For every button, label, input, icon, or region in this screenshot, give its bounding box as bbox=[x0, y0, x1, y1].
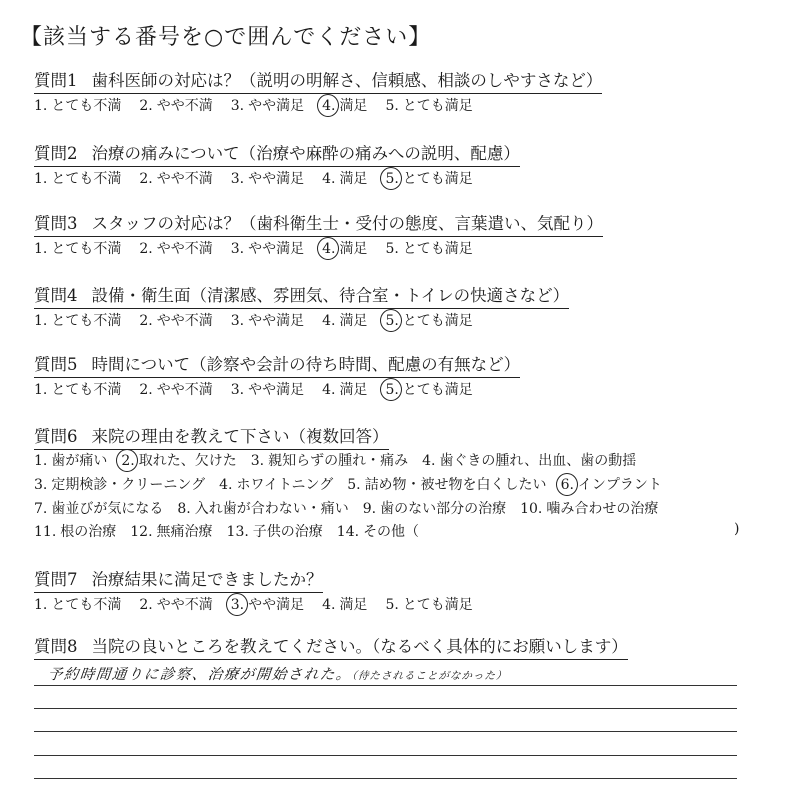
question-5-option-2[interactable] bbox=[139, 379, 212, 399]
option-number: 5. bbox=[385, 313, 399, 329]
question-1-option-1[interactable] bbox=[34, 95, 121, 115]
question-6-option[interactable] bbox=[561, 474, 662, 494]
option-label: 満足 bbox=[339, 98, 368, 114]
question-1-text: 歯科医師の対応は？（説明の明解さ、信頼感、相談のしやすさなど） bbox=[91, 71, 603, 90]
question-6-option[interactable] bbox=[219, 474, 333, 494]
question-5-option-5[interactable] bbox=[385, 379, 472, 399]
question-8-text: 当院の良いところを教えてください。（なるべく具体的にお願いします） bbox=[91, 637, 628, 656]
question-6-option[interactable] bbox=[34, 450, 107, 470]
option-label: 満足 bbox=[339, 597, 368, 613]
option-label: 噛み合わせの治療 bbox=[546, 501, 659, 517]
question-1-options bbox=[34, 95, 491, 115]
question-6-option[interactable] bbox=[34, 521, 116, 541]
question-5-option-1[interactable] bbox=[34, 379, 121, 399]
option-label: その他（ bbox=[363, 524, 420, 540]
question-4-option-3[interactable] bbox=[231, 310, 304, 330]
option-label: やや不満 bbox=[156, 313, 213, 329]
option-label: やや不満 bbox=[156, 171, 213, 187]
option-number: 12. bbox=[130, 524, 153, 540]
option-number: 7. bbox=[34, 501, 48, 517]
question-7-options bbox=[34, 594, 491, 614]
option-number: 3. bbox=[34, 477, 48, 493]
option-label: 詰め物・被せ物を白くしたい bbox=[364, 477, 547, 493]
option-label: 定期検診・クリーニング bbox=[51, 477, 206, 493]
answer-line-5 bbox=[34, 778, 737, 779]
answer-line-2 bbox=[34, 708, 737, 709]
option-number: 6. bbox=[560, 477, 574, 493]
question-4-option-5[interactable] bbox=[385, 310, 472, 330]
question-4-option-4[interactable] bbox=[322, 310, 367, 330]
question-5-text: 時間について（診察や会計の待ち時間、配慮の有無など） bbox=[91, 355, 521, 374]
option-number: 4. bbox=[322, 241, 336, 257]
option-number: 4. bbox=[422, 453, 436, 469]
question-5-number: 質問5 bbox=[34, 355, 78, 374]
option-label: とても満足 bbox=[402, 171, 473, 187]
question-1-option-2[interactable] bbox=[139, 95, 212, 115]
question-2-option-3[interactable] bbox=[231, 168, 304, 188]
option-label: 満足 bbox=[339, 241, 368, 257]
question-6-option[interactable] bbox=[422, 450, 636, 470]
option-label: 入れ歯が合わない・痛い bbox=[194, 501, 349, 517]
option-number: 5. bbox=[385, 597, 399, 613]
option-number: 2. bbox=[121, 453, 135, 469]
option-label: 満足 bbox=[339, 313, 368, 329]
question-2-option-1[interactable] bbox=[34, 168, 121, 188]
question-6-text: 来院の理由を教えて下さい（複数回答） bbox=[91, 427, 389, 446]
question-4-option-2[interactable] bbox=[139, 310, 212, 330]
question-6-row-1 bbox=[34, 450, 650, 470]
question-7-option-3[interactable] bbox=[231, 594, 304, 614]
option-label: とても不満 bbox=[51, 171, 122, 187]
option-number: 1. bbox=[34, 171, 48, 187]
question-1-option-4[interactable] bbox=[322, 95, 367, 115]
question-6-number: 質問6 bbox=[34, 427, 78, 446]
question-7-text: 治療結果に満足できましたか？ bbox=[91, 570, 323, 589]
option-number: 3. bbox=[230, 597, 245, 613]
option-number: 1. bbox=[34, 313, 48, 329]
question-6-option[interactable] bbox=[363, 498, 506, 518]
question-1-number: 質問1 bbox=[34, 71, 78, 90]
option-label: 歯並びが気になる bbox=[51, 501, 164, 517]
question-6-option[interactable] bbox=[130, 521, 212, 541]
option-label: ホワイトニング bbox=[236, 477, 334, 493]
option-label: インプラント bbox=[577, 477, 662, 493]
question-2-option-5[interactable] bbox=[385, 168, 472, 188]
option-label: とても満足 bbox=[402, 241, 473, 257]
option-label: やや満足 bbox=[248, 313, 305, 329]
option-label: とても不満 bbox=[51, 597, 122, 613]
option-number: 2. bbox=[139, 382, 153, 398]
option-label: やや満足 bbox=[248, 382, 305, 398]
option-number: 14. bbox=[336, 524, 360, 540]
option-label: 歯のない部分の治療 bbox=[380, 501, 507, 517]
question-7-option-4[interactable] bbox=[322, 594, 367, 614]
option-number: 10. bbox=[520, 501, 543, 517]
question-3-option-5[interactable] bbox=[385, 238, 472, 258]
question-6-option[interactable] bbox=[177, 498, 348, 518]
question-5-option-4[interactable] bbox=[322, 379, 367, 399]
option-number: 3. bbox=[230, 171, 245, 187]
question-2-option-4[interactable] bbox=[322, 168, 367, 188]
question-1-option-5[interactable] bbox=[385, 95, 472, 115]
option-label: とても満足 bbox=[402, 382, 473, 398]
question-6-option[interactable] bbox=[121, 450, 236, 470]
question-5-title-underline bbox=[34, 377, 520, 378]
option-label: やや満足 bbox=[248, 597, 305, 613]
option-label: 根の治療 bbox=[60, 524, 117, 540]
question-6-option[interactable] bbox=[34, 498, 163, 518]
question-4-number: 質問4 bbox=[34, 286, 78, 305]
question-5-option-3[interactable] bbox=[231, 379, 304, 399]
question-2-text: 治療の痛みについて（治療や麻酔の痛みへの説明、配慮） bbox=[91, 144, 520, 163]
question-6-option[interactable] bbox=[227, 521, 323, 541]
question-3-title-underline bbox=[34, 236, 603, 237]
question-2-option-2[interactable] bbox=[139, 168, 212, 188]
handwritten-aside-text: （待たされることがなかった） bbox=[351, 670, 509, 682]
question-3-option-3[interactable] bbox=[231, 238, 304, 258]
option-number: 3. bbox=[230, 98, 245, 114]
question-2-title bbox=[34, 140, 520, 164]
option-label: とても満足 bbox=[402, 597, 473, 613]
option-number: 1. bbox=[34, 382, 48, 398]
question-1-title bbox=[34, 67, 602, 91]
question-3-options bbox=[34, 238, 491, 258]
option-label: 子供の治療 bbox=[252, 524, 323, 540]
question-2-number: 質問2 bbox=[34, 144, 78, 163]
question-6-option[interactable] bbox=[34, 474, 205, 494]
question-7-title-underline bbox=[34, 592, 323, 593]
question-3-text: スタッフの対応は？（歯科衛生士・受付の態度、言葉遣い、気配り） bbox=[91, 214, 603, 233]
question-4-text: 設備・衛生面（清潔感、雰囲気、待合室・トイレの快適さなど） bbox=[91, 286, 570, 305]
option-label: 歯が痛い bbox=[51, 453, 108, 469]
option-number: 5. bbox=[385, 171, 399, 187]
option-label: やや満足 bbox=[248, 171, 305, 187]
option-number: 2. bbox=[139, 313, 153, 329]
question-3-option-4[interactable] bbox=[322, 238, 367, 258]
answer-line-3 bbox=[34, 731, 737, 732]
option-number: 9. bbox=[362, 501, 377, 517]
question-7-option-5[interactable] bbox=[385, 594, 472, 614]
option-number: 4. bbox=[322, 597, 336, 613]
question-4-title-underline bbox=[34, 308, 569, 309]
option-label: とても不満 bbox=[51, 382, 122, 398]
option-number: 2. bbox=[139, 597, 153, 613]
question-6-row-3 bbox=[34, 498, 672, 518]
answer-line-4 bbox=[34, 755, 737, 756]
question-6-row-4 bbox=[34, 521, 433, 541]
option-label: とても満足 bbox=[402, 313, 473, 329]
instruction-header: 【該当する番号を○で囲んでください】 bbox=[20, 25, 432, 50]
question-5-options bbox=[34, 379, 491, 399]
option-label: とても満足 bbox=[402, 98, 473, 114]
option-label: 満足 bbox=[339, 382, 368, 398]
option-number: 13. bbox=[226, 524, 249, 540]
option-label: やや不満 bbox=[156, 98, 213, 114]
question-3-option-1[interactable] bbox=[34, 238, 121, 258]
option-number: 11. bbox=[34, 524, 57, 540]
question-1-option-3[interactable] bbox=[231, 95, 304, 115]
question-7-option-2[interactable] bbox=[139, 594, 212, 614]
question-2-title-underline bbox=[34, 166, 520, 167]
option-number: 4. bbox=[322, 382, 336, 398]
question-8-number: 質問8 bbox=[34, 637, 78, 656]
option-number: 1. bbox=[34, 241, 48, 257]
question-2-options bbox=[34, 168, 491, 188]
option-label: とても不満 bbox=[51, 313, 122, 329]
option-label: やや不満 bbox=[156, 241, 213, 257]
question-1-title-underline bbox=[34, 93, 602, 94]
answer-line-1 bbox=[34, 685, 737, 686]
question-6-row-2 bbox=[34, 474, 676, 494]
option-number: 2. bbox=[139, 171, 153, 187]
option-label: 満足 bbox=[339, 171, 368, 187]
option-number: 3. bbox=[230, 241, 245, 257]
option-number: 8. bbox=[177, 501, 191, 517]
option-number: 4. bbox=[219, 477, 233, 493]
option-label: やや不満 bbox=[156, 382, 213, 398]
question-3-option-2[interactable] bbox=[139, 238, 212, 258]
option-number: 5. bbox=[385, 241, 399, 257]
question-7-option-1[interactable] bbox=[34, 594, 121, 614]
option-number: 3. bbox=[250, 453, 265, 469]
question-4-title bbox=[34, 282, 569, 306]
option-label: とても不満 bbox=[51, 241, 122, 257]
question-6-option[interactable] bbox=[337, 521, 419, 541]
question-7-number: 質問7 bbox=[34, 570, 78, 589]
question-4-option-1[interactable] bbox=[34, 310, 121, 330]
option-number: 3. bbox=[230, 382, 245, 398]
option-number: 4. bbox=[322, 98, 336, 114]
question-3-number: 質問3 bbox=[34, 214, 78, 233]
handwritten-answer bbox=[47, 663, 509, 684]
option-label: やや満足 bbox=[248, 241, 305, 257]
handwritten-main-text: 予約時間通りに診察、治療が開始された。 bbox=[47, 667, 353, 683]
option-number: 2. bbox=[139, 241, 153, 257]
option-number: 4. bbox=[322, 171, 336, 187]
option-number: 1. bbox=[34, 98, 48, 114]
question-6-option[interactable] bbox=[520, 498, 658, 518]
option-label: 取れた、欠けた bbox=[138, 453, 237, 469]
option-number: 1. bbox=[34, 453, 48, 469]
option-number: 1. bbox=[34, 597, 48, 613]
question-6-option[interactable] bbox=[347, 474, 546, 494]
other-close-paren: ) bbox=[734, 521, 740, 537]
question-5-title bbox=[34, 351, 520, 375]
option-number: 5. bbox=[347, 477, 361, 493]
option-number: 4. bbox=[322, 313, 336, 329]
question-3-title bbox=[34, 210, 603, 234]
option-label: やや不満 bbox=[156, 597, 213, 613]
option-label: とても不満 bbox=[51, 98, 122, 114]
question-4-options bbox=[34, 310, 491, 330]
option-label: 親知らずの腫れ・痛み bbox=[268, 453, 409, 469]
question-6-option[interactable] bbox=[251, 450, 408, 470]
question-8-title bbox=[34, 633, 628, 657]
option-label: 無痛治療 bbox=[156, 524, 213, 540]
question-7-title bbox=[34, 566, 323, 590]
option-number: 3. bbox=[230, 313, 245, 329]
question-8-title-underline bbox=[34, 659, 628, 660]
option-label: やや満足 bbox=[248, 98, 305, 114]
option-number: 5. bbox=[385, 382, 399, 398]
option-number: 5. bbox=[385, 98, 399, 114]
option-number: 2. bbox=[139, 98, 153, 114]
option-label: 歯ぐきの腫れ、出血、歯の動揺 bbox=[439, 453, 637, 469]
question-6-title bbox=[34, 423, 389, 447]
